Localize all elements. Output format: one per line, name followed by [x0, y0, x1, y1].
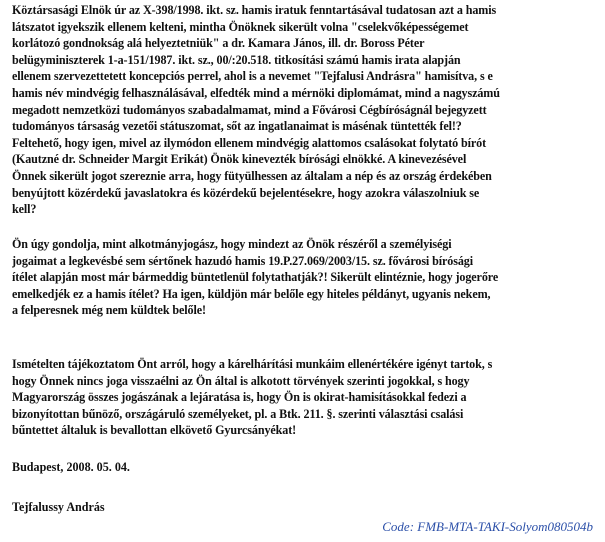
paragraph-line: belügyminiszterek 1-a-151/1987. ikt. sz., 00/:20.518. titkosítási számú hamis irata alapján — [12, 52, 461, 67]
paragraph-line: jogaimat a legkevésbé sem sértőnek hazudó hamis 19.P.27.069/2003/15. sz. fővárosi bírósági — [12, 253, 473, 268]
paragraph-line: emelkedjék ez a hamis ítélet? Ha igen, küldjön már belőle egy hiteles példányt, ugyanis nekem, — [12, 286, 491, 301]
paragraph-line: kell? — [12, 202, 37, 217]
letter-date: Budapest, 2008. 05. 04. — [12, 460, 130, 474]
paragraph-line: korlátozó gondnokság alá helyeztetniük" a dr. Kamara János, ill. dr. Boross Péter — [12, 36, 425, 51]
paragraph-line: a felperesnek még nem küldtek belőle! — [12, 303, 206, 318]
paragraph-line: Önnek sikerült jogot szereznie arra, hogy fütyülhessen az általam a nép és az ország érdekében — [12, 168, 492, 183]
paragraph-line: hogy Önnek nincs joga visszaélni az Ön által is alkotott törvények szerinti jogokkal, s hogy — [12, 373, 470, 388]
paragraph-line: (Kautzné dr. Schneider Margit Erikát) Önök kinevezték bírósági elnökké. A kinevezésével — [12, 152, 467, 167]
document-code: Code: FMB-MTA-TAKI-Solyom080504b — [382, 519, 593, 534]
paragraph-line: bűntettet általuk is bevallottan elkövető Gyurcsányékat! — [12, 423, 297, 438]
paragraph-line: Feltehető, hogy igen, mivel az ilymódon ellenem mindvégig alattomos csalásokat folytató bírót — [12, 135, 487, 150]
paragraph-line: tudományos társaság vezetői státuszomat, sőt az ingatlanaimat is másénak tüntették fel!? — [12, 119, 462, 134]
paragraph-line: benyújtott közérdekű javaslatokra és közérdekű bejelentésekre, hogy azokra válaszolniuk se — [12, 185, 480, 200]
paragraph-1 — [12, 2, 595, 218]
signature-name: Tejfalussy András — [12, 500, 105, 514]
paragraph-line: Ismételten tájékoztatom Önt arról, hogy a kárelhárítási munkáim ellenértékére igényt tartok, s — [12, 357, 493, 371]
paragraph-line: bizonyítottan bűnöző, országáruló személyeket, pl. a Btk. 211. §. szerinti választási csalási — [12, 406, 464, 421]
paragraph-line: hamis név mindvégig felhasználásával, elfedték mind a mérnöki diplomámat, mind a nagyszámú — [12, 85, 500, 100]
paragraph-3 — [12, 356, 595, 439]
paragraph-line: ítélet alapján most már bármeddig büntetlenül folytathatják?! Sikerült elintéznie, hogy jogerőre — [12, 270, 499, 285]
paragraph-line: látszatot igyekszik ellenem kelteni, mintha Önöknek sikerült volna "cselekvőképességemet — [12, 19, 469, 34]
paragraph-line: ellenem szervezettetett koncepciós perrel, ahol is a nevemet "Tejfalusi Andrásra" hamisítva, s e — [12, 69, 493, 84]
paragraph-line: Magyarország összes jogászának a lejáratása is, hogy Ön is okirat-hamisításokkal fedezi a — [12, 390, 467, 405]
paragraph-2 — [12, 236, 595, 319]
paragraph-line: Köztársasági Elnök úr az X-398/1998. ikt. sz. hamis iratuk fenntartásával tudatosan azt a hamis — [12, 3, 497, 17]
paragraph-line: megadott nemzetközi tudományos szabadalmamat, mind a Fővárosi Cégbíróságnál bejegyzett — [12, 102, 487, 117]
paragraph-line: Ön úgy gondolja, mint alkotmányjogász, hogy mindezt az Önök részéről a személyiségi — [12, 237, 452, 251]
